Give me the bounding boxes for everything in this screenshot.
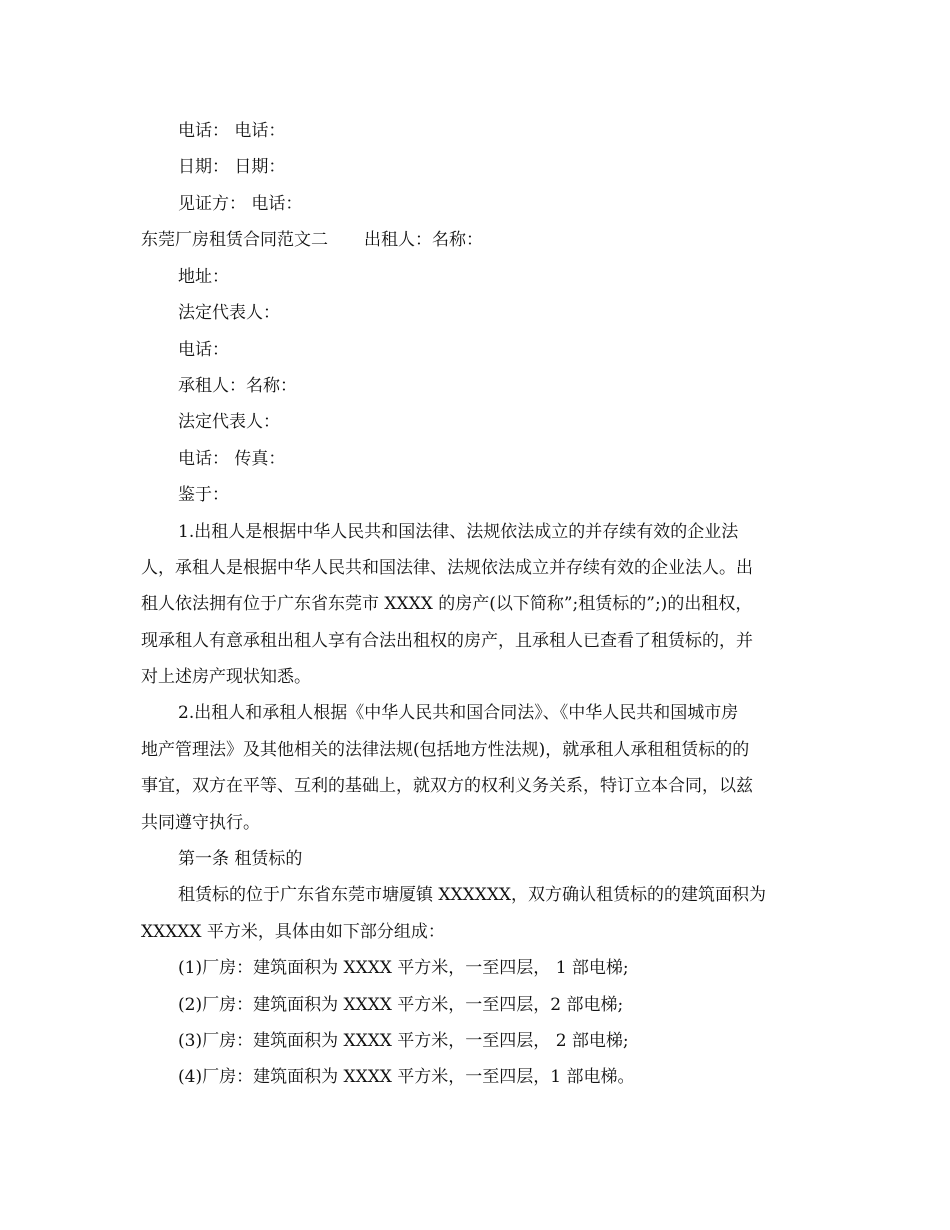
paragraph-line: 事宜，双方在平等、互利的基础上，就双方的权利义务关系，特订立本合同，以兹	[141, 776, 753, 796]
paragraph-line: XXXXX 平方米，具体由如下部分组成：	[141, 922, 445, 942]
contract-heading-row	[141, 230, 483, 250]
lessee-legal-rep-label: 法定代表人：	[178, 412, 280, 432]
lessor-phone-label: 电话：	[178, 340, 229, 360]
whereas-heading: 鉴于：	[178, 485, 229, 505]
signature-date-line: 日期： 日期：	[178, 157, 286, 177]
list-item: (1)厂房：建筑面积为 XXXX 平方米，一至四层， 1 部电梯;	[178, 958, 629, 978]
list-item: (3)厂房：建筑面积为 XXXX 平方米，一至四层， 2 部电梯;	[178, 1031, 629, 1051]
signature-phone-line: 电话： 电话：	[178, 121, 286, 141]
list-item: (4)厂房：建筑面积为 XXXX 平方米，一至四层，1 部电梯。	[178, 1067, 635, 1087]
lessor-legal-rep-label: 法定代表人：	[178, 303, 280, 323]
paragraph-line: 租人依法拥有位于广东省东莞市 XXXX 的房产(以下简称”;租赁标的”;)的出租权，	[141, 594, 753, 614]
lessee-name-label: 承租人：名称：	[178, 376, 297, 396]
paragraph-line: 地产管理法》及其他相关的法律法规(包括地方性法规)，就承租人承租租赁标的的	[141, 740, 750, 760]
paragraph-line: 人，承租人是根据中华人民共和国法律、法规依法成立并存续有效的企业法人。出	[141, 558, 753, 578]
paragraph-line: 共同遵守执行。	[141, 813, 260, 833]
list-item: (2)厂房：建筑面积为 XXXX 平方米，一至四层，2 部电梯;	[178, 995, 624, 1015]
contract-title: 东莞厂房租赁合同范文二	[141, 230, 328, 250]
paragraph-line: 对上述房产现状知悉。	[141, 667, 311, 687]
paragraph-line: 1.出租人是根据中华人民共和国法律、法规依法成立的并存续有效的企业法	[178, 522, 739, 542]
witness-line: 见证方： 电话：	[178, 194, 303, 214]
article-heading: 第一条 租赁标的	[178, 849, 303, 869]
paragraph-line: 租赁标的位于广东省东莞市塘厦镇 XXXXXX，双方确认租赁标的的建筑面积为	[178, 885, 767, 905]
address-label: 地址：	[178, 267, 229, 287]
lessor-name-label: 出租人：名称：	[364, 230, 483, 250]
lessee-phone-fax-label: 电话： 传真：	[178, 449, 286, 469]
paragraph-line: 2.出租人和承租人根据《中华人民共和国合同法》、《中华人民共和国城市房	[178, 703, 739, 723]
paragraph-line: 现承租人有意承租出租人享有合法出租权的房产，且承租人已查看了租赁标的，并	[141, 631, 753, 651]
